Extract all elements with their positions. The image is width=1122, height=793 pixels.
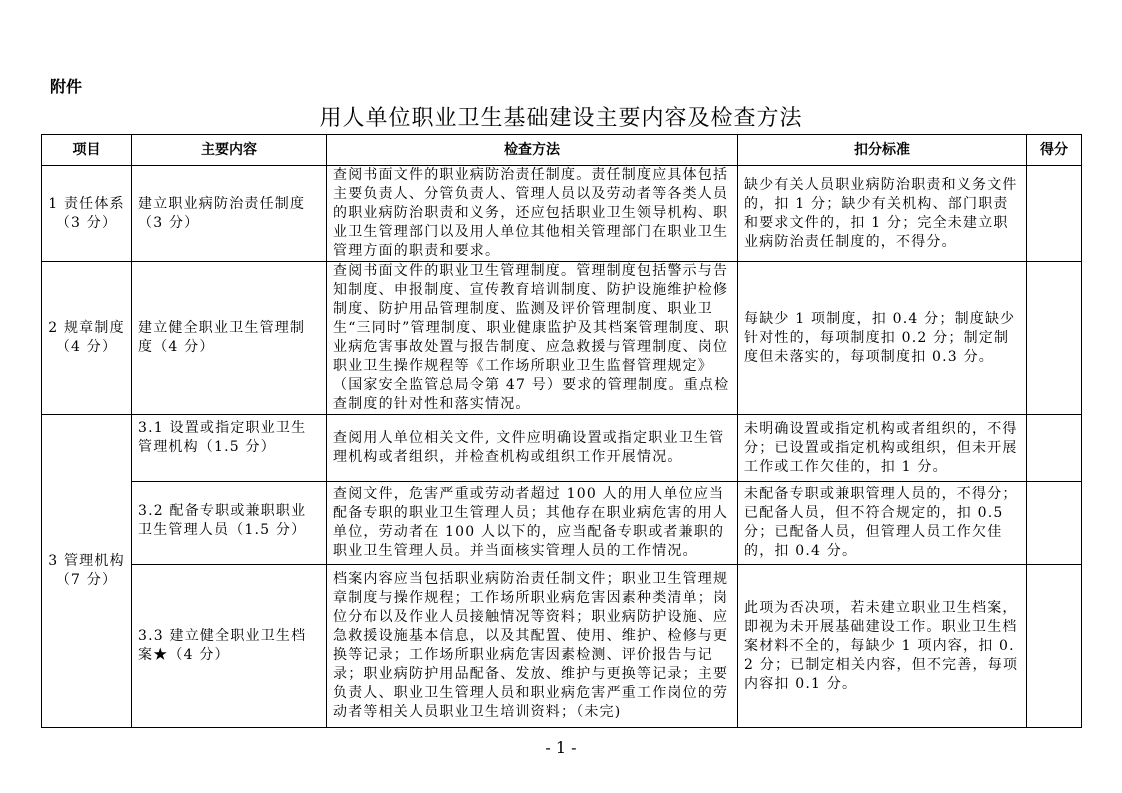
score-cell[interactable] — [1027, 166, 1082, 262]
criteria-cell: 每缺少 1 项制度，扣 0.4 分；制度缺少针对性的，每项制度扣 0.2 分；制定制度但未落实的，每项制度扣 0.3 分。 — [738, 262, 1027, 415]
method-cell: 查阅书面文件的职业卫生管理制度。管理制度包括警示与告知制度、申报制度、宣传教育培训制度、防护设施维护检修制度、防护用品管理制度、监测及评价管理制度、职业卫生“三同时”管理制度、职业健康监护及其档案管理制度、职业病危害事故处置与报告制度、应急救援与管理制度、岗位职业卫生操作规程等《工作场所职业卫生监督管理规定》（国家安全监管总局令第 47 号）要求的管理制度。重点检查制度的针对性和落实情况。 — [327, 262, 738, 415]
table-row — [42, 565, 1082, 728]
document-title: 用人单位职业卫生基础建设主要内容及检查方法 — [319, 106, 803, 131]
content-cell: 建立健全职业卫生管理制度（4 分） — [132, 262, 327, 415]
method-cell: 档案内容应当包括职业病防治责任制文件；职业卫生管理规章制度与操作规程；工作场所职业病危害因素种类清单；岗位分布以及作业人员接触情况等资料；职业病防护设施、应急救援设施基本信息，以及其配置、使用、维护、检修与更换等记录；工作场所职业病危害因素检测、评价报告与记录；职业病防护用品配备、发放、维护与更换等记录；主要负责人、职业卫生管理人员和职业病危害严重工作岗位的劳动者等相关人员职业卫生培训资料；（未完) — [327, 565, 738, 728]
table-header-row — [42, 135, 1082, 166]
inspection-table — [41, 134, 1082, 728]
table-row — [42, 482, 1082, 565]
criteria-cell: 未配备专职或兼职管理人员的，不得分；已配备人员，但不符合规定的，扣 0.5 分；已配备人员，但管理人员工作欠佳的，扣 0.4 分。 — [738, 482, 1027, 565]
table-row — [42, 415, 1082, 482]
header-content: 主要内容 — [132, 135, 327, 166]
page-number: - 1 - — [545, 738, 577, 757]
item-cell: 3 管理机构（7 分） — [42, 415, 132, 728]
method-cell: 查阅用人单位相关文件, 文件应明确设置或指定职业卫生管理机构或者组织，并检查机构或组织工作开展情况。 — [327, 415, 738, 482]
criteria-cell: 此项为否决项，若未建立职业卫生档案，即视为未开展基础建设工作。职业卫生档案材料不全的，每缺少 1 项内容，扣 0.2 分；已制定相关内容，但不完善，每项内容扣 0.1 分。 — [738, 565, 1027, 728]
score-cell[interactable] — [1027, 482, 1082, 565]
header-item: 项目 — [42, 135, 132, 166]
criteria-cell: 缺少有关人员职业病防治职责和义务文件的，扣 1 分；缺少有关机构、部门职责和要求文件的，扣 1 分；完全未建立职业病防治责任制度的，不得分。 — [738, 166, 1027, 262]
method-cell: 查阅书面文件的职业病防治责任制度。责任制度应具体包括主要负责人、分管负责人、管理人员以及劳动者等各类人员的职业病防治职责和义务，还应包括职业卫生领导机构、职业卫生管理部门以及用人单位其他相关管理部门在职业卫生管理方面的职责和要求。 — [327, 166, 738, 262]
attachment-label: 附件 — [50, 77, 83, 96]
score-cell[interactable] — [1027, 415, 1082, 482]
table-row — [42, 262, 1082, 415]
content-cell: 3.2 配备专职或兼职职业卫生管理人员（1.5 分） — [132, 482, 327, 565]
header-criteria: 扣分标准 — [738, 135, 1027, 166]
score-cell[interactable] — [1027, 262, 1082, 415]
content-cell: 建立职业病防治责任制度（3 分） — [132, 166, 327, 262]
header-score: 得分 — [1027, 135, 1082, 166]
header-method: 检查方法 — [327, 135, 738, 166]
score-cell[interactable] — [1027, 565, 1082, 728]
method-cell: 查阅文件，危害严重或劳动者超过 100 人的用人单位应当配备专职的职业卫生管理人员；其他存在职业病危害的用人单位，劳动者在 100 人以下的，应当配备专职或者兼职的职业卫生管理人员。并当面核实管理人员的工作情况。 — [327, 482, 738, 565]
table-row — [42, 166, 1082, 262]
item-cell: 1 责任体系（3 分） — [42, 166, 132, 262]
content-cell: 3.3 建立健全职业卫生档案★（4 分） — [132, 565, 327, 728]
content-cell: 3.1 设置或指定职业卫生管理机构（1.5 分） — [132, 415, 327, 482]
item-cell: 2 规章制度（4 分） — [42, 262, 132, 415]
criteria-cell: 未明确设置或指定机构或者组织的，不得分；已设置或指定机构或组织，但未开展工作或工作欠佳的，扣 1 分。 — [738, 415, 1027, 482]
